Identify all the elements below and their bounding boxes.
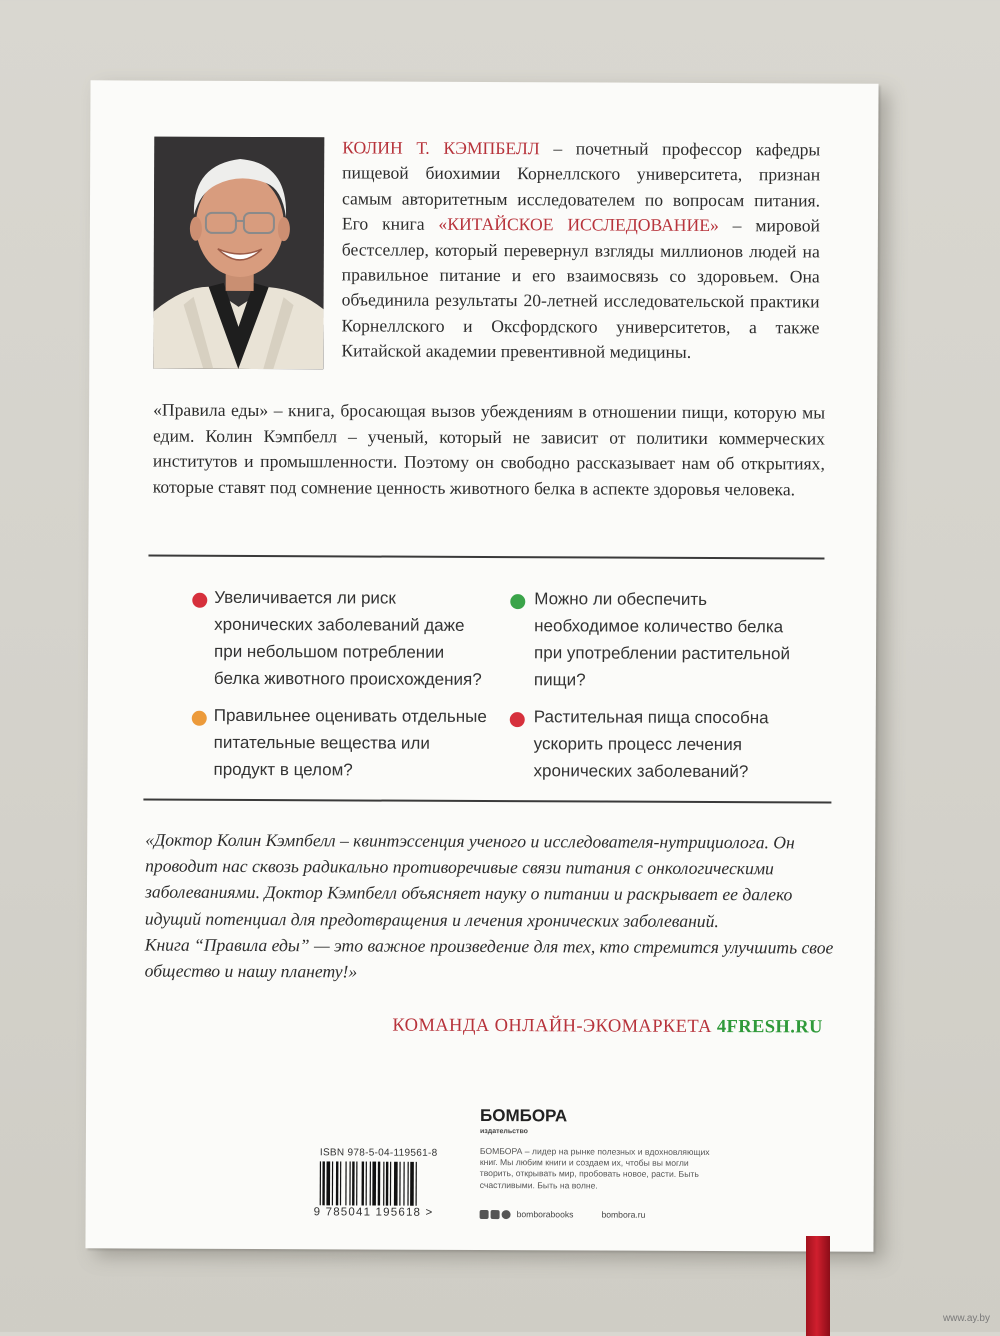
question-1: Увеличивается ли риск хронических заболеваний даже при небольшом потреблении белка животного происхождения? (214, 584, 494, 693)
book-title-highlight: «КИТАЙСКОЕ ИССЛЕДОВАНИЕ» (438, 214, 718, 235)
author-photo (153, 137, 324, 370)
instagram-icon (502, 1210, 511, 1219)
publisher-logo: БОМБОРА (480, 1106, 567, 1126)
barcode-icon (318, 1161, 454, 1208)
publisher-subtitle: издательство (480, 1128, 528, 1135)
question-bullet-3 (192, 711, 207, 726)
social-handle: bomborabooks (517, 1209, 574, 1219)
question-bullet-2 (510, 594, 525, 609)
book-description: «Правила еды» – книга, бросающая вызов убеждениям в отношении пищи, которую мы едим. Колин Кэмпбелл – ученый, который не зависит от политики коммерческих институтов и промышленности. Поэтому он свободно рассказывает нам об открытиях, которые ставят под сомнение ценность животного белка в аспекте здоровья человека. (153, 398, 825, 503)
credit-brand: 4FRESH.RU (717, 1017, 823, 1037)
review-quote-text-2: Книга “Правила еды” — это важное произведение для тех, кто стремится улучшить свое общество и нашу планету!» (145, 931, 837, 986)
publisher-website: bombora.ru (601, 1210, 645, 1220)
question-bullet-4 (510, 712, 525, 727)
watermark: www.ay.by (943, 1313, 990, 1324)
question-bullet-1 (192, 593, 207, 608)
isbn-label: ISBN 978-5-04-119561-8 (320, 1147, 438, 1159)
publisher-social (480, 1209, 646, 1220)
book-back-cover (85, 80, 878, 1251)
author-name: КОЛИН Т. КЭМПБЕЛЛ (342, 137, 540, 158)
bottom-divider (143, 799, 831, 804)
facebook-icon (480, 1209, 489, 1218)
vk-icon (491, 1210, 500, 1219)
review-quote-text-1: «Доктор Колин Кэмпбелл – квинтэссенция ученого и исследователя-нутрициолога. Он проводит нас сквозь радикально противоречивые связи питания с онкологическими заболеваниями. Доктор Кэмпбелл объясняет науку о питании и раскрывает ее далеко идущий потенциал для предотвращения и лечения хронических заболеваний. (145, 827, 837, 935)
question-2: Можно ли обеспечить необходимое количество белка при употреблении растительной пищи? (534, 585, 812, 694)
bio-text-part1: – почетный профессор кафедры пищевой биохимии Корнеллского университета, признан самым авторитетным исследователем по вопросам питания. Его книга (342, 138, 820, 234)
publisher-description: БОМБОРА – лидер на рынке полезных и вдохновляющих книг. Мы любим книги и создаем их, чтобы вы могли творить, открывать мир, пробовать новое, расти. Быть счастливыми. Быть на волне. (480, 1146, 720, 1192)
credit-team: КОМАНДА ОНЛАЙН-ЭКОМАРКЕТА (392, 1016, 712, 1037)
bookmark-ribbon (806, 1236, 830, 1336)
author-portrait-image (153, 137, 324, 370)
bio-text-part2: – мировой бестселлер, который перевернул взгляды миллионов людей на правильное питание и его взаимосвязь со здоровьем. Она объединила результаты 20-летней исследовательской практики Корнеллского и Оксфордского университетов, а также Китайской академии превентивной медицины. (341, 215, 820, 362)
author-bio (341, 135, 820, 366)
barcode-number: 9 785041 195618 > (314, 1206, 434, 1219)
top-divider (148, 555, 824, 560)
review-quote (145, 827, 838, 987)
question-3: Правильнее оценивать отдельные питательные вещества или продукт в целом? (213, 702, 493, 784)
question-4: Растительная пища способна ускорить процесс лечения хронических заболеваний? (533, 703, 811, 785)
quote-credit (392, 1016, 822, 1039)
